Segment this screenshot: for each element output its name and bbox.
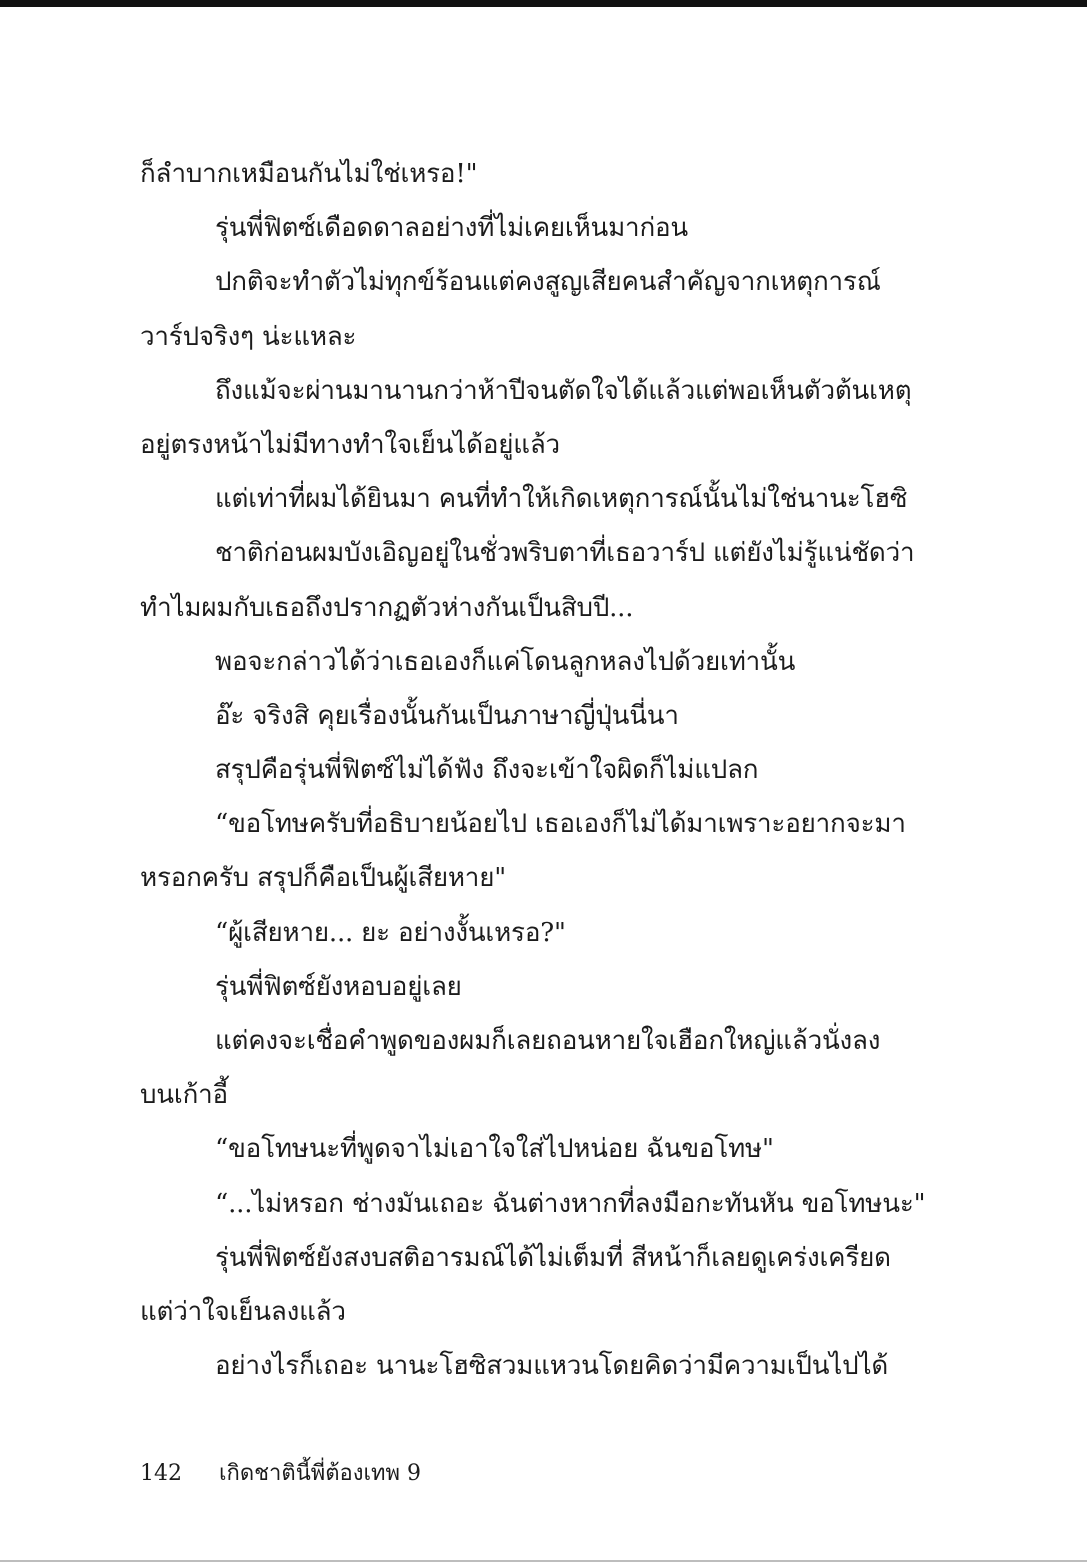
text-line: บนเก้าอี้ (140, 1080, 228, 1111)
text-line: สรุปคือรุ่นพี่ฟิตซ์ไม่ได้ฟัง ถึงจะเข้าใจผิดก็ไม่แปลก (215, 755, 759, 786)
page-footer (140, 1456, 421, 1492)
text-line: แต่ว่าใจเย็นลงแล้ว (140, 1296, 346, 1327)
top-border (0, 0, 1087, 7)
text-line: อยู่ตรงหน้าไม่มีทางทำใจเย็นได้อยู่แล้ว (140, 429, 560, 460)
text-line: ปกติจะทำตัวไม่ทุกข์ร้อนแต่คงสูญเสียคนสำคัญจากเหตุการณ์ (215, 267, 881, 298)
text-line: แต่คงจะเชื่อคำพูดของผมก็เลยถอนหายใจเฮือกใหญ่แล้วนั่งลง (215, 1026, 881, 1056)
text-line: รุ่นพี่ฟิตซ์ยังหอบอยู่เลย (215, 971, 462, 1002)
page-number: 142 (140, 1461, 182, 1486)
text-line: รุ่นพี่ฟิตซ์ยังสงบสติอารมณ์ได้ไม่เต็มที่ สีหน้าก็เลยดูเคร่งเครียด (215, 1242, 891, 1273)
text-line: ถึงแม้จะผ่านมานานกว่าห้าปีจนตัดใจได้แล้วแต่พอเห็นตัวต้นเหตุ (215, 375, 912, 406)
text-line: อย่างไรก็เถอะ นานะโฮซิสวมแหวนโดยคิดว่ามีความเป็นไปได้ (215, 1351, 889, 1382)
text-line: “ขอโทษนะที่พูดจาไม่เอาใจใส่ไปหน่อย ฉันขอโทษ" (215, 1134, 774, 1165)
text-line: “ผู้เสียหาย... ยะ อย่างงั้นเหรอ?" (215, 917, 566, 948)
text-line: ชาติก่อนผมบังเอิญอยู่ในชั่วพริบตาที่เธอวาร์ป แต่ยังไม่รู้แน่ชัดว่า (215, 538, 915, 569)
text-line: พอจะกล่าวได้ว่าเธอเองก็แค่โดนลูกหลงไปด้วยเท่านั้น (215, 646, 796, 677)
text-line: วาร์ปจริงๆ น่ะแหละ (140, 321, 357, 352)
text-line: อ๊ะ จริงสิ คุยเรื่องนั้นกันเป็นภาษาญี่ปุ่นนี่นา (215, 700, 679, 731)
book-title: เกิดชาตินี้พี่ต้องเทพ 9 (219, 1461, 421, 1486)
text-line: หรอกครับ สรุปก็คือเป็นผู้เสียหาย" (140, 863, 506, 894)
text-line: แต่เท่าที่ผมได้ยินมา คนที่ทำให้เกิดเหตุการณ์นั้นไม่ใช่นานะโฮซิ (215, 484, 908, 515)
bottom-border (0, 1560, 1087, 1562)
text-line: ก็ลำบากเหมือนกันไม่ใช่เหรอ!" (140, 159, 478, 189)
text-line: รุ่นพี่ฟิตซ์เดือดดาลอย่างที่ไม่เคยเห็นมาก่อน (215, 213, 688, 244)
text-line: ทำไมผมกับเธอถึงปรากฏตัวห่างกันเป็นสิบปี... (140, 592, 634, 623)
text-line: “...ไม่หรอก ช่างมันเถอะ ฉันต่างหากที่ลงมือกะทันหัน ขอโทษนะ" (215, 1188, 926, 1219)
body-text (140, 150, 926, 1396)
text-line: “ขอโทษครับที่อธิบายน้อยไป เธอเองก็ไม่ได้มาเพราะอยากจะมา (215, 809, 906, 840)
